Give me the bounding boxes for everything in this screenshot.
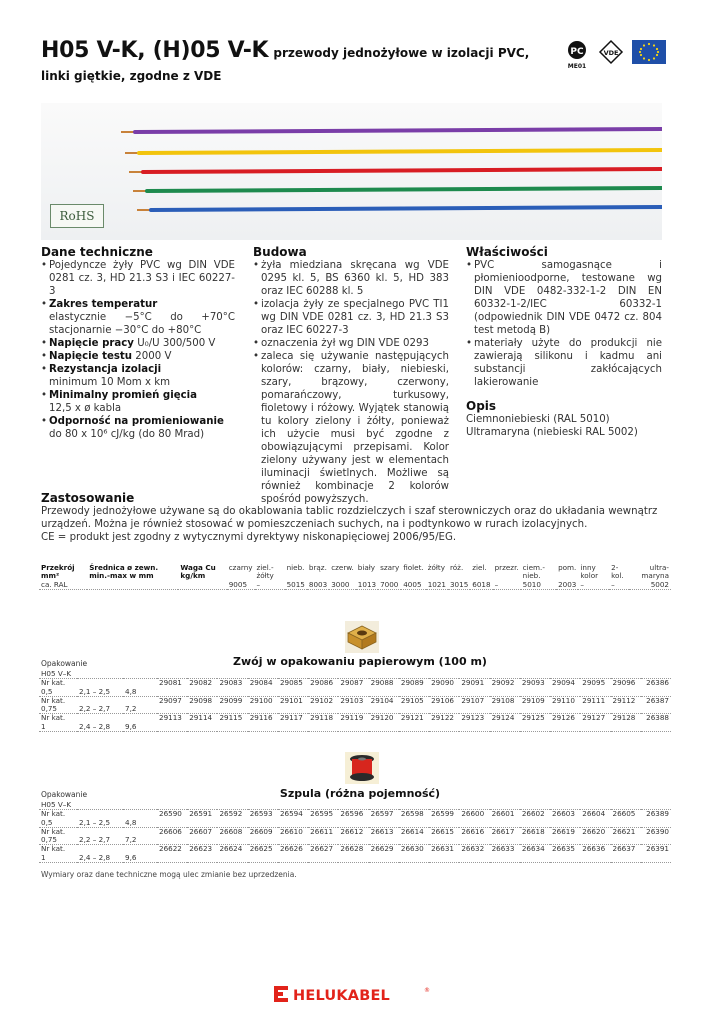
application-heading: Zastosowanie bbox=[41, 491, 135, 505]
logo-text: HELUKABEL bbox=[293, 988, 390, 1003]
catalog-number-cell: 26614 bbox=[399, 827, 429, 845]
color-header-cell: pom. bbox=[558, 563, 577, 572]
technical-data-item bbox=[41, 415, 235, 441]
weight-cell: 7,2 bbox=[123, 696, 157, 714]
wire-2 bbox=[139, 150, 662, 153]
catalog-number-cell: 29126 bbox=[550, 714, 580, 732]
paper-coil-image bbox=[345, 621, 379, 653]
catalog-number-cell: 29110 bbox=[550, 696, 580, 714]
catalog-number-cell: 26634 bbox=[520, 845, 550, 863]
color-header-cell: 2-kol. bbox=[611, 563, 624, 581]
catalog-number-cell: 26628 bbox=[338, 845, 368, 863]
catalog-number-cell: 26616 bbox=[459, 827, 489, 845]
construction-item-text: żyła miedziana skręcana wg VDE 0295 kl. 5, BS 6360 kl. 5, HD 383 oraz IEC 60288 kl. 5 bbox=[261, 260, 449, 297]
catalog-number-cell: 29118 bbox=[308, 714, 338, 732]
catalog-number-cell: 26604 bbox=[580, 810, 610, 828]
catalog-number-cell: 29109 bbox=[520, 696, 550, 714]
technical-data-item-label: Minimalny promień gięcia bbox=[49, 390, 198, 401]
application-section bbox=[41, 492, 671, 544]
catalog-number-cell: 29097 bbox=[157, 696, 187, 714]
catalog-number-cell: 26593 bbox=[248, 810, 278, 828]
catalog-number-cell: 29095 bbox=[580, 679, 610, 697]
catalog-number-cell: 29088 bbox=[369, 679, 399, 697]
wire-3 bbox=[143, 169, 662, 172]
catalog-number-cell: 29108 bbox=[490, 696, 520, 714]
catalog-number-cell: 26633 bbox=[490, 845, 520, 863]
construction-item bbox=[253, 298, 449, 337]
table-row bbox=[39, 679, 671, 697]
technical-data-item bbox=[41, 259, 235, 298]
pkg1-label: Opakowanie bbox=[41, 659, 88, 668]
catalog-label: Nr kat. bbox=[41, 678, 66, 688]
catalog-number-cell: 26605 bbox=[611, 810, 641, 828]
logo-reg: ® bbox=[424, 987, 430, 994]
catalog-number-cell: 29117 bbox=[278, 714, 308, 732]
table-row bbox=[39, 810, 671, 828]
weight-cell: 9,6 bbox=[123, 845, 157, 863]
ral-value-cell: 3000 bbox=[329, 581, 356, 590]
catalog-number-cell: 26636 bbox=[580, 845, 610, 863]
weight-cell: 4,8 bbox=[123, 679, 157, 697]
color-header-cell: szary bbox=[380, 563, 400, 572]
helukabel-logo-icon bbox=[274, 985, 430, 1003]
wire-5 bbox=[151, 207, 662, 210]
catalog-number-cell: 29112 bbox=[611, 696, 641, 714]
weight-cell: 4,8 bbox=[123, 810, 157, 828]
catalog-number-cell: 26629 bbox=[369, 845, 399, 863]
technical-data-item bbox=[41, 337, 235, 350]
diameter-cell: 2,2 – 2,7 bbox=[77, 827, 123, 845]
weight-cell: 9,6 bbox=[123, 714, 157, 732]
catalog-number-cell: 26632 bbox=[459, 845, 489, 863]
catalog-number-cell: 29091 bbox=[459, 679, 489, 697]
catalog-number-cell: 29106 bbox=[429, 696, 459, 714]
table-row bbox=[39, 827, 671, 845]
technical-data-section bbox=[41, 246, 235, 441]
color-header-cell: Przekrój mm² bbox=[41, 563, 75, 581]
cross-section-cell bbox=[39, 827, 77, 845]
cross-section-value: 0,75 bbox=[41, 835, 58, 845]
catalog-number-cell: 26618 bbox=[520, 827, 550, 845]
catalog-number-cell: 26599 bbox=[429, 810, 459, 828]
pkg1-table-grid bbox=[39, 670, 671, 732]
certification-marks bbox=[566, 38, 684, 70]
cross-section-value: 1 bbox=[41, 721, 46, 731]
wire-1 bbox=[135, 129, 662, 132]
color-header-cell: ultra-maryna bbox=[641, 563, 669, 581]
catalog-number-cell: 26609 bbox=[248, 827, 278, 845]
diameter-cell: 2,1 – 2,5 bbox=[77, 810, 123, 828]
properties-heading: Właściwości bbox=[466, 245, 548, 259]
ral-value-cell: – bbox=[578, 581, 609, 590]
color-table-grid bbox=[39, 564, 671, 590]
construction-item-text: oznaczenia żył wg DIN VDE 0293 bbox=[261, 338, 429, 349]
catalog-number-cell: 26610 bbox=[278, 827, 308, 845]
construction-item-text: izolacja żyły ze specjalnego PVC TI1 wg DIN VDE 0281 cz. 3, HD 21.3 S3 oraz IEC 60227-3 bbox=[261, 299, 449, 336]
catalog-number-cell: 26390 bbox=[641, 827, 671, 845]
table-row bbox=[39, 696, 671, 714]
properties-item bbox=[466, 259, 662, 337]
technical-data-item-label: Napięcie pracy bbox=[49, 338, 134, 349]
catalog-number-cell: 26621 bbox=[611, 827, 641, 845]
pkg2-title: Szpula (różna pojemność) bbox=[279, 787, 441, 800]
ral-value-cell: 6018 bbox=[472, 579, 491, 589]
catalog-number-cell: 26598 bbox=[399, 810, 429, 828]
catalog-number-cell: 29082 bbox=[187, 679, 217, 697]
catalog-number-cell: 29087 bbox=[338, 679, 368, 697]
catalog-label: Nr kat. bbox=[41, 713, 66, 723]
catalog-number-cell: 29122 bbox=[429, 714, 459, 732]
ral-label: ca. RAL bbox=[39, 581, 227, 590]
catalog-number-cell: 26622 bbox=[157, 845, 187, 863]
construction-item bbox=[253, 350, 449, 506]
table-row bbox=[39, 845, 671, 863]
catalog-number-cell: 29092 bbox=[490, 679, 520, 697]
color-header-cell: żółty bbox=[427, 563, 445, 572]
catalog-number-cell: 26631 bbox=[429, 845, 459, 863]
technical-data-item-label: Napięcie testu bbox=[49, 351, 133, 362]
catalog-number-cell: 29101 bbox=[278, 696, 308, 714]
color-header-cell: fiolet. bbox=[403, 563, 424, 572]
cross-section-value: 0,5 bbox=[41, 686, 53, 696]
technical-data-item-label: Zakres temperatur bbox=[49, 299, 158, 310]
construction-list bbox=[253, 259, 449, 506]
cross-section-cell bbox=[39, 696, 77, 714]
construction-item bbox=[253, 259, 449, 298]
wire-4 bbox=[147, 188, 662, 191]
catalog-number-cell: 29102 bbox=[308, 696, 338, 714]
vde-icon bbox=[600, 41, 622, 63]
catalog-label: Nr kat. bbox=[41, 844, 66, 854]
ral-value-cell: 2003 bbox=[558, 579, 577, 589]
technical-data-item-value: Pojedyncze żyły PVC wg DIN VDE 0281 cz. 3, HD 21.3 S3 i IEC 60227-3 bbox=[49, 260, 235, 297]
catalog-number-cell: 26590 bbox=[157, 810, 187, 828]
diameter-cell: 2,4 – 2,8 bbox=[77, 845, 123, 863]
catalog-number-cell: 29099 bbox=[217, 696, 247, 714]
catalog-number-cell: 26615 bbox=[429, 827, 459, 845]
catalog-number-cell: 29103 bbox=[338, 696, 368, 714]
catalog-number-cell: 29111 bbox=[580, 696, 610, 714]
catalog-number-cell: 29125 bbox=[520, 714, 550, 732]
properties-item bbox=[466, 337, 662, 389]
page-title bbox=[41, 40, 581, 87]
catalog-number-cell: 29105 bbox=[399, 696, 429, 714]
construction-section bbox=[253, 246, 449, 506]
technical-data-item bbox=[41, 350, 235, 363]
cross-section-value: 1 bbox=[41, 852, 46, 862]
ral-value-cell: – bbox=[609, 581, 629, 590]
catalog-number-cell: 26607 bbox=[187, 827, 217, 845]
catalog-number-cell: 29093 bbox=[520, 679, 550, 697]
catalog-number-cell: 29089 bbox=[399, 679, 429, 697]
title-sub-2: linki giętkie, zgodne z VDE bbox=[41, 69, 222, 83]
color-header-cell: czerw. bbox=[331, 563, 354, 572]
construction-heading: Budowa bbox=[253, 245, 307, 259]
catalog-label: Nr kat. bbox=[41, 809, 66, 819]
svg-text:PC: PC bbox=[570, 47, 584, 57]
catalog-number-cell: 26611 bbox=[308, 827, 338, 845]
catalog-number-cell: 26624 bbox=[217, 845, 247, 863]
title-main: H05 V-K, (H)05 V-K bbox=[41, 38, 269, 63]
properties-section bbox=[466, 246, 662, 439]
weight-cell: 7,2 bbox=[123, 827, 157, 845]
catalog-number-cell: 26594 bbox=[278, 810, 308, 828]
catalog-number-cell: 29084 bbox=[248, 679, 278, 697]
color-header-cell: ciem.-nieb. bbox=[522, 563, 545, 581]
rohs-badge: RoHS bbox=[50, 204, 104, 228]
catalog-number-cell: 29086 bbox=[308, 679, 338, 697]
certification-icons bbox=[566, 38, 684, 70]
technical-data-item bbox=[41, 389, 235, 415]
catalog-number-cell: 26617 bbox=[490, 827, 520, 845]
catalog-number-cell: 26619 bbox=[550, 827, 580, 845]
title-sub-1: przewody jednożyłowe w izolacji PVC, bbox=[273, 46, 530, 60]
color-header-cell: nieb. bbox=[286, 563, 305, 572]
catalog-number-cell: 29124 bbox=[490, 714, 520, 732]
catalog-number-cell: 29123 bbox=[459, 714, 489, 732]
catalog-label: Nr kat. bbox=[41, 695, 66, 705]
ral-value-cell: 1013 bbox=[357, 579, 377, 589]
catalog-number-cell: 26595 bbox=[308, 810, 338, 828]
catalog-number-cell: 26612 bbox=[338, 827, 368, 845]
ral-value-cell: 5015 bbox=[286, 579, 305, 589]
catalog-number-cell: 29096 bbox=[611, 679, 641, 697]
color-header-cell: biały bbox=[357, 563, 376, 572]
ral-value-cell: 4005 bbox=[401, 581, 425, 590]
technical-data-item-value: do 80 x 10⁶ cJ/kg (do 80 Mrad) bbox=[49, 429, 205, 440]
description-line-1: Ciemnoniebieski (RAL 5010) bbox=[466, 414, 610, 425]
ral-value-cell: – bbox=[493, 581, 521, 590]
product-photo bbox=[41, 103, 662, 240]
color-header-cell: czarny bbox=[228, 563, 253, 572]
cross-section-value: 0,75 bbox=[41, 704, 58, 714]
catalog-number-cell: 26637 bbox=[611, 845, 641, 863]
technical-data-item-value: 2000 V bbox=[132, 351, 172, 362]
ral-value-cell: 5002 bbox=[629, 581, 671, 590]
catalog-number-cell: 26602 bbox=[520, 810, 550, 828]
technical-data-item-value: U₀/U 300/500 V bbox=[133, 338, 216, 349]
catalog-number-cell: 29113 bbox=[157, 714, 187, 732]
ral-value-cell: 3015 bbox=[449, 579, 469, 589]
catalog-number-cell: 26627 bbox=[308, 845, 338, 863]
product-code: H05 V–K bbox=[39, 670, 671, 679]
cross-section-cell bbox=[39, 845, 77, 863]
catalog-number-cell: 29098 bbox=[187, 696, 217, 714]
cross-section-value: 0,5 bbox=[41, 817, 53, 827]
catalog-number-cell: 26635 bbox=[550, 845, 580, 863]
pkg1-table bbox=[39, 670, 671, 732]
catalog-number-cell: 29128 bbox=[611, 714, 641, 732]
color-header-cell: Waga Cu kg/km bbox=[180, 563, 216, 581]
ral-value-cell: 5010 bbox=[521, 581, 556, 590]
catalog-number-cell: 26600 bbox=[459, 810, 489, 828]
color-header-cell: Średnica ø zewn. min.-max w mm bbox=[89, 563, 159, 581]
catalog-label: Nr kat. bbox=[41, 826, 66, 836]
technical-data-item-label: Odporność na promieniowanie bbox=[49, 416, 224, 427]
catalog-number-cell: 26601 bbox=[490, 810, 520, 828]
table-row bbox=[39, 714, 671, 732]
catalog-number-cell: 26386 bbox=[641, 679, 671, 697]
catalog-number-cell: 26597 bbox=[369, 810, 399, 828]
color-table bbox=[39, 564, 671, 590]
catalog-number-cell: 26391 bbox=[641, 845, 671, 863]
paper-coil-icon bbox=[345, 621, 379, 653]
diameter-cell: 2,4 – 2,8 bbox=[77, 714, 123, 732]
technical-data-item-value: elastycznie −5°C do +70°C stacjonarnie −30°C do +80°C bbox=[49, 312, 235, 336]
color-header-cell: inny kolor bbox=[580, 563, 599, 581]
technical-data-item-label: Rezystancja izolacji bbox=[49, 364, 162, 375]
catalog-number-cell: 26606 bbox=[157, 827, 187, 845]
catalog-number-cell: 26603 bbox=[550, 810, 580, 828]
catalog-number-cell: 26625 bbox=[248, 845, 278, 863]
wires-illustration bbox=[41, 103, 662, 240]
ral-value-cell: 1021 bbox=[427, 579, 446, 589]
catalog-number-cell: 26608 bbox=[217, 827, 247, 845]
pkg2-table-grid bbox=[39, 801, 671, 863]
technical-data-item-value: 12,5 x ø kabla bbox=[49, 403, 122, 414]
cross-section-cell bbox=[39, 714, 77, 732]
helukabel-logo bbox=[274, 985, 430, 1003]
color-header-cell: ziel. bbox=[472, 563, 487, 572]
catalog-number-cell: 29100 bbox=[248, 696, 278, 714]
diameter-cell: 2,2 – 2,7 bbox=[77, 696, 123, 714]
ral-value-cell: 8003 bbox=[308, 579, 328, 589]
properties-list bbox=[466, 259, 662, 389]
cross-section-cell bbox=[39, 679, 77, 697]
spool-image bbox=[345, 752, 379, 784]
color-header-cell: ziel.-żółty bbox=[256, 563, 274, 581]
catalog-number-cell: 26596 bbox=[338, 810, 368, 828]
catalog-number-cell: 29127 bbox=[580, 714, 610, 732]
catalog-number-cell: 29081 bbox=[157, 679, 187, 697]
construction-item-text: zaleca się używanie następujących kolorów: czarny, biały, niebieski, szary, brązowy, czerwony, pomarańczowy, turkusowy, fioletowy i różowy. Wyjątek stanowią tu kolory zielony i żółty, ponieważ ich użycie musi być zgodne z obowiązującymi przepisami. Kolor zielony używany jest w elementach iluminacji świetlnych. Możliwe są również kombinacje 2 kolorów spośród powyższych. bbox=[261, 351, 449, 505]
cross-section-cell bbox=[39, 810, 77, 828]
footnote: Wymiary oraz dane techniczne mogą ulec zmianie bez uprzedzenia. bbox=[41, 870, 297, 879]
description-heading: Opis bbox=[466, 399, 497, 413]
technical-data-list bbox=[41, 259, 235, 441]
catalog-number-cell: 26613 bbox=[369, 827, 399, 845]
catalog-number-cell: 29104 bbox=[369, 696, 399, 714]
cert-me-label: ME01 bbox=[567, 63, 587, 70]
properties-item-text: PVC samogasnące i płomienioodporne, testowane wg DIN VDE 0482-332-1-2 DIN EN 60332-1-2/IEC 60332-1 (odpowiednik DIN VDE 0472 cz. 804 test metodą B) bbox=[474, 260, 662, 336]
pkg1-title: Zwój w opakowaniu papierowym (100 m) bbox=[233, 655, 487, 668]
catalog-number-cell: 29094 bbox=[550, 679, 580, 697]
description-line-2: Ultramaryna (niebieski RAL 5002) bbox=[466, 427, 638, 438]
catalog-number-cell: 26623 bbox=[187, 845, 217, 863]
catalog-number-cell: 26591 bbox=[187, 810, 217, 828]
pkg2-table bbox=[39, 801, 671, 863]
catalog-number-cell: 26389 bbox=[641, 810, 671, 828]
catalog-number-cell: 29119 bbox=[338, 714, 368, 732]
technical-data-item bbox=[41, 363, 235, 389]
catalog-number-cell: 29115 bbox=[217, 714, 247, 732]
catalog-number-cell: 29085 bbox=[278, 679, 308, 697]
gost-r-icon bbox=[568, 41, 586, 70]
ral-value-cell: 7000 bbox=[378, 581, 401, 590]
catalog-number-cell: 29083 bbox=[217, 679, 247, 697]
color-header-cell: róż. bbox=[449, 563, 464, 572]
technical-data-heading: Dane techniczne bbox=[41, 245, 153, 259]
catalog-number-cell: 26626 bbox=[278, 845, 308, 863]
catalog-number-cell: 26388 bbox=[641, 714, 671, 732]
catalog-number-cell: 29090 bbox=[429, 679, 459, 697]
diameter-cell: 2,1 – 2,5 bbox=[77, 679, 123, 697]
pkg2-label: Opakowanie bbox=[41, 790, 88, 799]
ce-text: CE = produkt jest zgodny z wytycznymi dyrektywy niskonapięciowej 2006/95/EG. bbox=[41, 532, 457, 543]
catalog-number-cell: 29114 bbox=[187, 714, 217, 732]
properties-item-text: materiały użyte do produkcji nie zawierają silikonu i kadmu ani substancji zakłócających lakierowanie bbox=[474, 338, 662, 388]
catalog-number-cell: 29107 bbox=[459, 696, 489, 714]
color-header-cell: przezr. bbox=[494, 563, 519, 572]
cert-vde-label: VDE bbox=[603, 49, 619, 57]
catalog-number-cell: 29120 bbox=[369, 714, 399, 732]
catalog-number-cell: 26387 bbox=[641, 696, 671, 714]
ral-value-cell: – bbox=[255, 581, 285, 590]
catalog-number-cell: 29121 bbox=[399, 714, 429, 732]
eu-flag-icon bbox=[632, 40, 666, 64]
spool-icon bbox=[345, 752, 379, 784]
color-header-cell: brąz. bbox=[308, 563, 327, 572]
ral-value-cell: 9005 bbox=[227, 581, 255, 590]
technical-data-item-value: minimum 10 Mom x km bbox=[49, 377, 171, 388]
catalog-number-cell: 26592 bbox=[217, 810, 247, 828]
catalog-number-cell: 26630 bbox=[399, 845, 429, 863]
catalog-number-cell: 29116 bbox=[248, 714, 278, 732]
catalog-number-cell: 26620 bbox=[580, 827, 610, 845]
application-text: Przewody jednożyłowe używane są do okablowania tablic rozdzielczych i szaf sterowniczych oraz do układania wewnątrz urządzeń. Można je również stosować w pomieszczeniach suchych, na i podtynkowo w rurach izolacyjnych. bbox=[41, 506, 658, 530]
technical-data-item bbox=[41, 298, 235, 337]
construction-item bbox=[253, 337, 449, 350]
product-code: H05 V–K bbox=[39, 801, 671, 810]
